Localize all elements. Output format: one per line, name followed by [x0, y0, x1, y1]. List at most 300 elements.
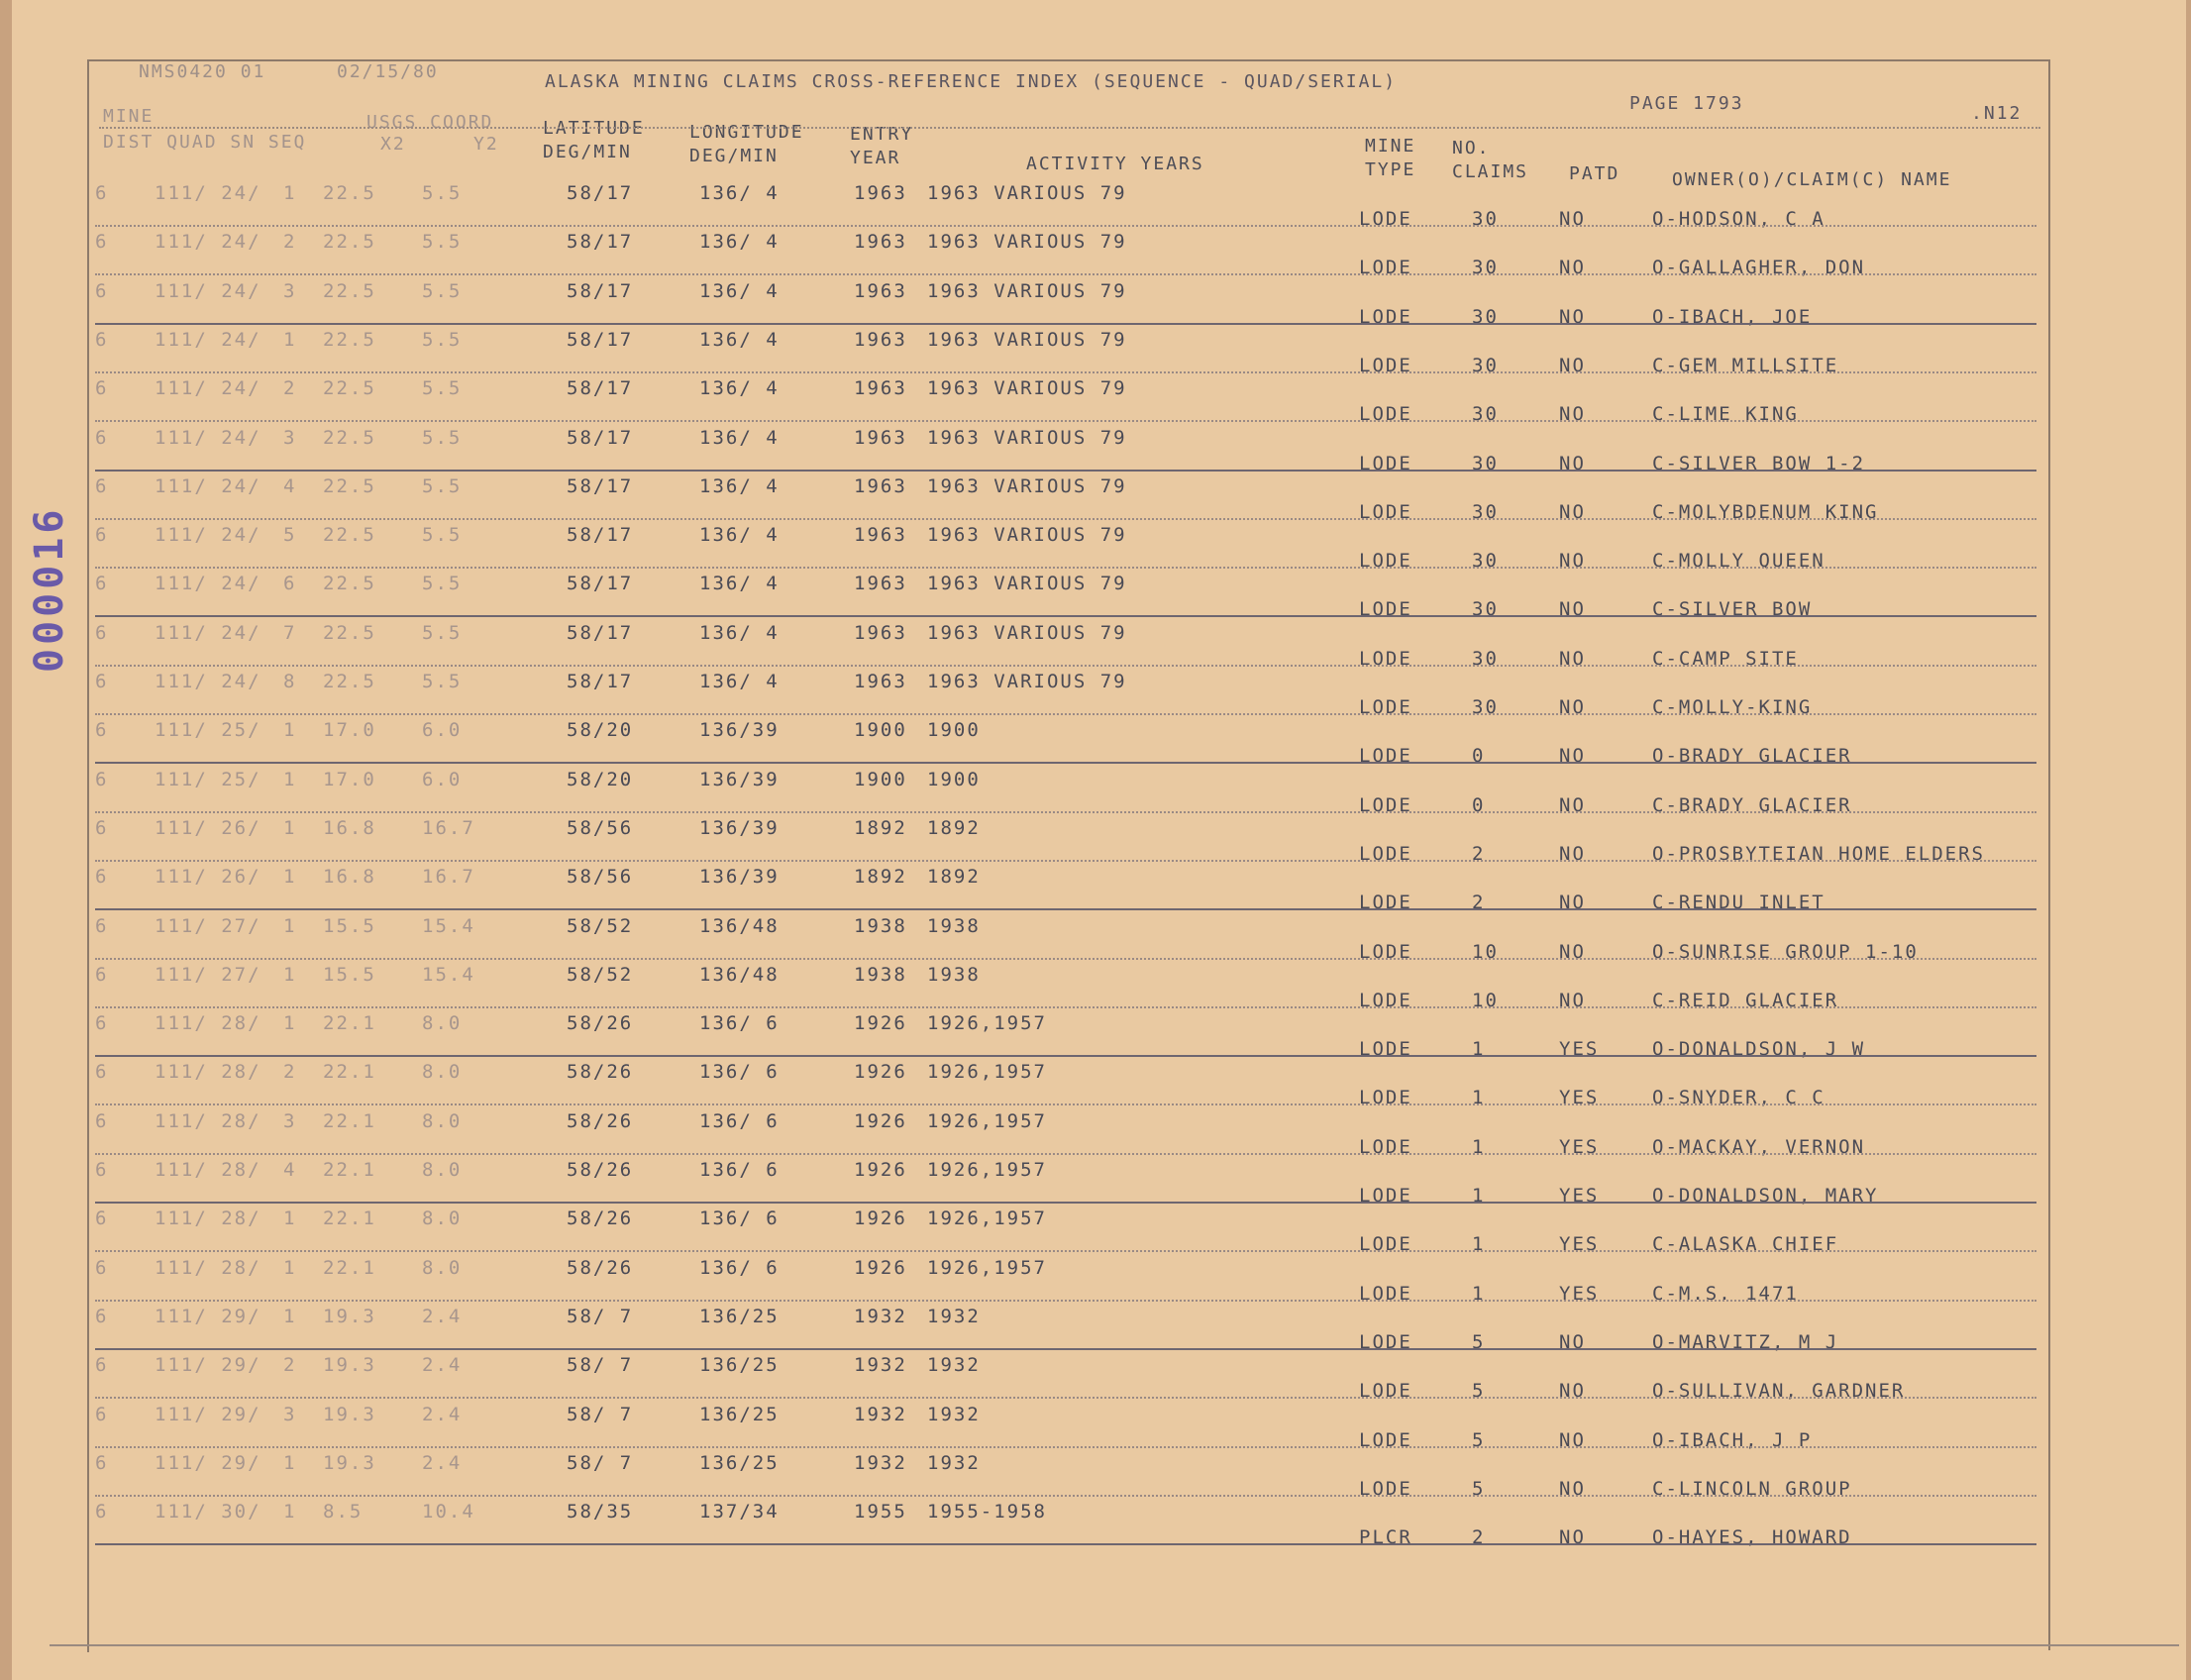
- cell-claims: 1: [1472, 1185, 1486, 1207]
- cell-entry: 1892: [854, 816, 907, 839]
- cell-lat: 58/17: [567, 524, 634, 547]
- cell-type: LODE: [1359, 1087, 1412, 1109]
- cell-patd: YES: [1559, 1135, 1600, 1158]
- cell-y: 5.5: [422, 377, 463, 400]
- cell-y: 8.0: [422, 1012, 463, 1035]
- cell-lon: 136/ 6: [699, 1256, 780, 1279]
- cell-y: 8.0: [422, 1256, 463, 1279]
- col-x2: X2: [380, 134, 406, 155]
- table-row: [95, 1497, 2036, 1549]
- cell-seq: 1: [283, 1501, 297, 1523]
- cell-entry: 1963: [854, 377, 907, 400]
- cell-entry: 1963: [854, 474, 907, 497]
- cell-lon: 136/ 4: [699, 671, 780, 692]
- cell-y: 8.0: [422, 1061, 463, 1084]
- cell-y: 8.0: [422, 1208, 463, 1230]
- cell-seq: 1: [283, 1012, 297, 1035]
- cell-activity: 1900: [927, 768, 981, 790]
- cell-y: 5.5: [422, 426, 463, 449]
- cell-lat: 58/ 7: [567, 1305, 634, 1327]
- cell-lat: 58/17: [567, 231, 634, 254]
- col-longitude: LONGITUDE DEG/MIN: [689, 122, 804, 166]
- cell-dist: 6: [95, 621, 109, 644]
- cell-name: C-M.S. 1471: [1652, 1282, 1799, 1305]
- cell-dist: 6: [95, 671, 109, 692]
- cell-quad: 111/ 25/: [155, 768, 261, 790]
- cell-patd: NO: [1559, 940, 1586, 963]
- cell-name: C-ALASKA CHIEF: [1652, 1233, 1839, 1256]
- cell-type: LODE: [1359, 1380, 1412, 1403]
- cell-seq: 4: [283, 474, 297, 497]
- cell-claims: 30: [1472, 452, 1499, 474]
- cell-dist: 6: [95, 524, 109, 547]
- cell-seq: 1: [283, 866, 297, 889]
- cell-activity: 1963 VARIOUS 79: [927, 231, 1127, 254]
- cell-name: O-HODSON, C A: [1652, 208, 1826, 230]
- cell-lon: 136/25: [699, 1354, 780, 1377]
- cell-name: O-MACKAY, VERNON: [1652, 1135, 1866, 1158]
- cell-entry: 1926: [854, 1208, 907, 1230]
- cell-entry: 1932: [854, 1403, 907, 1425]
- cell-lon: 136/39: [699, 719, 780, 742]
- page-bottom-line: [50, 1644, 2179, 1646]
- cell-activity: 1963 VARIOUS 79: [927, 328, 1127, 351]
- cell-entry: 1932: [854, 1354, 907, 1377]
- cell-claims: 30: [1472, 208, 1499, 230]
- cell-activity: 1926,1957: [927, 1256, 1047, 1279]
- cell-y: 10.4: [422, 1501, 475, 1523]
- cell-name: O-SNYDER, C C: [1652, 1087, 1826, 1109]
- cell-entry: 1926: [854, 1159, 907, 1181]
- cell-seq: 2: [283, 377, 297, 400]
- cell-seq: 6: [283, 573, 297, 595]
- cell-x: 17.0: [323, 719, 376, 742]
- table-row: [95, 765, 2036, 816]
- cell-seq: 2: [283, 231, 297, 254]
- cell-claims: 30: [1472, 305, 1499, 328]
- cell-activity: 1926,1957: [927, 1208, 1047, 1230]
- cell-x: 22.5: [323, 474, 376, 497]
- cell-y: 15.4: [422, 914, 475, 937]
- table-row: [95, 178, 2036, 230]
- cell-name: C-MOLYBDENUM KING: [1652, 500, 1879, 523]
- cell-claims: 30: [1472, 598, 1499, 621]
- cell-patd: NO: [1559, 989, 1586, 1011]
- cell-patd: NO: [1559, 403, 1586, 426]
- cell-dist: 6: [95, 816, 109, 839]
- cell-dist: 6: [95, 426, 109, 449]
- cell-lat: 58/52: [567, 963, 634, 986]
- cell-dist: 6: [95, 328, 109, 351]
- cell-claims: 10: [1472, 940, 1499, 963]
- cell-activity: 1963 VARIOUS 79: [927, 474, 1127, 497]
- cell-claims: 30: [1472, 500, 1499, 523]
- cell-dist: 6: [95, 1159, 109, 1181]
- cell-dist: 6: [95, 719, 109, 742]
- cell-seq: 1: [283, 768, 297, 790]
- cell-seq: 1: [283, 1256, 297, 1279]
- cell-patd: YES: [1559, 1038, 1600, 1061]
- col-dist-quad: DIST QUAD SN SEQ: [103, 132, 307, 153]
- cell-quad: 111/ 24/: [155, 426, 261, 449]
- cell-type: LODE: [1359, 793, 1412, 816]
- cell-activity: 1926,1957: [927, 1109, 1047, 1132]
- cell-claims: 30: [1472, 403, 1499, 426]
- cell-lat: 58/17: [567, 474, 634, 497]
- cell-x: 16.8: [323, 816, 376, 839]
- cell-x: 22.1: [323, 1012, 376, 1035]
- cell-patd: NO: [1559, 892, 1586, 914]
- cell-activity: 1892: [927, 866, 981, 889]
- cell-dist: 6: [95, 1109, 109, 1132]
- cell-lon: 136/25: [699, 1305, 780, 1327]
- frame-right-edge: [2048, 59, 2050, 1650]
- cell-lon: 136/ 4: [699, 279, 780, 302]
- cell-lon: 136/39: [699, 866, 780, 889]
- cell-x: 22.1: [323, 1159, 376, 1181]
- cell-type: PLCR: [1359, 1526, 1412, 1549]
- cell-seq: 1: [283, 963, 297, 986]
- cell-activity: 1938: [927, 963, 981, 986]
- cell-x: 16.8: [323, 866, 376, 889]
- cell-lat: 58/17: [567, 671, 634, 692]
- cell-lon: 136/ 4: [699, 474, 780, 497]
- cell-name: O-SUNRISE GROUP 1-10: [1652, 940, 1919, 963]
- cell-claims: 1: [1472, 1135, 1486, 1158]
- cell-patd: NO: [1559, 354, 1586, 376]
- table-row: [95, 1155, 2036, 1207]
- page-number: PAGE 1793: [1629, 93, 1744, 114]
- cell-lon: 136/48: [699, 963, 780, 986]
- cell-patd: YES: [1559, 1185, 1600, 1207]
- cell-type: LODE: [1359, 696, 1412, 718]
- table-row: [95, 520, 2036, 573]
- cell-patd: NO: [1559, 745, 1586, 768]
- cell-quad: 111/ 28/: [155, 1012, 261, 1035]
- cell-dist: 6: [95, 474, 109, 497]
- cell-x: 22.1: [323, 1061, 376, 1084]
- cell-quad: 111/ 24/: [155, 182, 261, 204]
- cell-lat: 58/17: [567, 182, 634, 204]
- cell-entry: 1892: [854, 866, 907, 889]
- cell-activity: 1938: [927, 914, 981, 937]
- cell-quad: 111/ 28/: [155, 1159, 261, 1181]
- cell-x: 15.5: [323, 963, 376, 986]
- cell-patd: YES: [1559, 1282, 1600, 1305]
- cell-claims: 5: [1472, 1330, 1486, 1353]
- report-date: 02/15/80: [337, 61, 439, 82]
- cell-type: LODE: [1359, 1330, 1412, 1353]
- cell-claims: 2: [1472, 842, 1486, 865]
- table-row: [95, 1057, 2036, 1109]
- cell-lat: 58/20: [567, 768, 634, 790]
- cell-patd: NO: [1559, 550, 1586, 573]
- cell-lon: 136/ 4: [699, 621, 780, 644]
- cell-seq: 3: [283, 1403, 297, 1425]
- cell-x: 22.5: [323, 621, 376, 644]
- cell-seq: 7: [283, 621, 297, 644]
- cell-type: LODE: [1359, 1135, 1412, 1158]
- cell-dist: 6: [95, 914, 109, 937]
- cell-lat: 58/17: [567, 328, 634, 351]
- cell-lat: 58/56: [567, 866, 634, 889]
- cell-claims: 5: [1472, 1380, 1486, 1403]
- cell-x: 22.1: [323, 1109, 376, 1132]
- table-row: [95, 618, 2036, 670]
- cell-seq: 3: [283, 279, 297, 302]
- cell-type: LODE: [1359, 403, 1412, 426]
- cell-dist: 6: [95, 377, 109, 400]
- cell-entry: 1926: [854, 1256, 907, 1279]
- cell-type: LODE: [1359, 745, 1412, 768]
- cell-entry: 1963: [854, 279, 907, 302]
- col-entry-year: ENTRY YEAR: [850, 124, 914, 168]
- cell-activity: 1932: [927, 1305, 981, 1327]
- cell-lon: 136/25: [699, 1451, 780, 1474]
- cell-y: 5.5: [422, 573, 463, 595]
- table-row: [95, 373, 2036, 426]
- cell-lat: 58/56: [567, 816, 634, 839]
- cell-seq: 2: [283, 1061, 297, 1084]
- cell-x: 22.5: [323, 524, 376, 547]
- cell-claims: 30: [1472, 550, 1499, 573]
- cell-seq: 1: [283, 816, 297, 839]
- cell-seq: 1: [283, 914, 297, 937]
- cell-dist: 6: [95, 182, 109, 204]
- cell-y: 8.0: [422, 1109, 463, 1132]
- cell-type: LODE: [1359, 452, 1412, 474]
- cell-claims: 30: [1472, 696, 1499, 718]
- row-separator: [95, 1543, 2036, 1545]
- cell-claims: 1: [1472, 1233, 1486, 1256]
- cell-entry: 1963: [854, 621, 907, 644]
- cell-y: 5.5: [422, 182, 463, 204]
- cell-y: 5.5: [422, 621, 463, 644]
- cell-patd: NO: [1559, 208, 1586, 230]
- cell-claims: 1: [1472, 1038, 1486, 1061]
- cell-y: 5.5: [422, 671, 463, 692]
- cell-entry: 1955: [854, 1501, 907, 1523]
- table-row: [95, 276, 2036, 328]
- header-divider: [99, 127, 2040, 129]
- cell-lon: 136/48: [699, 914, 780, 937]
- cell-name: C-LINCOLN GROUP: [1652, 1477, 1852, 1500]
- cell-lat: 58/17: [567, 279, 634, 302]
- cell-type: LODE: [1359, 500, 1412, 523]
- cell-patd: NO: [1559, 1330, 1586, 1353]
- cell-dist: 6: [95, 1256, 109, 1279]
- cell-name: O-IBACH, J P: [1652, 1428, 1813, 1451]
- cell-seq: 1: [283, 1305, 297, 1327]
- cell-dist: 6: [95, 231, 109, 254]
- cell-lon: 136/ 4: [699, 426, 780, 449]
- cell-x: 19.3: [323, 1451, 376, 1474]
- table-row: [95, 472, 2036, 523]
- report-title: ALASKA MINING CLAIMS CROSS-REFERENCE INDEX (SEQUENCE - QUAD/SERIAL): [545, 71, 1398, 92]
- cell-dist: 6: [95, 279, 109, 302]
- cell-type: LODE: [1359, 257, 1412, 279]
- cell-dist: 6: [95, 1061, 109, 1084]
- cell-name: C-REID GLACIER: [1652, 989, 1839, 1011]
- cell-x: 22.5: [323, 328, 376, 351]
- cell-x: 17.0: [323, 768, 376, 790]
- cell-claims: 30: [1472, 354, 1499, 376]
- cell-seq: 3: [283, 1109, 297, 1132]
- table-row: [95, 1400, 2036, 1451]
- cell-y: 8.0: [422, 1159, 463, 1181]
- cell-claims: 0: [1472, 793, 1486, 816]
- cell-seq: 1: [283, 719, 297, 742]
- cell-lon: 137/34: [699, 1501, 780, 1523]
- table-row: [95, 1448, 2036, 1500]
- cell-seq: 8: [283, 671, 297, 692]
- cell-y: 5.5: [422, 524, 463, 547]
- cell-seq: 1: [283, 328, 297, 351]
- cell-type: LODE: [1359, 598, 1412, 621]
- cell-x: 22.5: [323, 573, 376, 595]
- cell-activity: 1963 VARIOUS 79: [927, 182, 1127, 204]
- cell-entry: 1926: [854, 1109, 907, 1132]
- cell-name: O-IBACH, JOE: [1652, 305, 1813, 328]
- cell-name: C-MOLLY QUEEN: [1652, 550, 1826, 573]
- cell-y: 2.4: [422, 1451, 463, 1474]
- cell-lat: 58/17: [567, 377, 634, 400]
- cell-quad: 111/ 24/: [155, 671, 261, 692]
- cell-name: O-DONALDSON, J W: [1652, 1038, 1866, 1061]
- cell-name: O-MARVITZ, M J: [1652, 1330, 1839, 1353]
- cell-name: C-RENDU INLET: [1652, 892, 1826, 914]
- table-row: [95, 227, 2036, 279]
- cell-type: LODE: [1359, 647, 1412, 670]
- cell-entry: 1938: [854, 914, 907, 937]
- cell-dist: 6: [95, 1305, 109, 1327]
- cell-dist: 6: [95, 1208, 109, 1230]
- cell-y: 16.7: [422, 816, 475, 839]
- cell-quad: 111/ 26/: [155, 816, 261, 839]
- cell-activity: 1926,1957: [927, 1159, 1047, 1181]
- cell-patd: NO: [1559, 1380, 1586, 1403]
- cell-lat: 58/52: [567, 914, 634, 937]
- col-latitude: LATITUDE DEG/MIN: [543, 118, 645, 162]
- cell-claims: 2: [1472, 892, 1486, 914]
- cell-entry: 1963: [854, 231, 907, 254]
- cell-name: C-MOLLY-KING: [1652, 696, 1813, 718]
- cell-lat: 58/26: [567, 1109, 634, 1132]
- col-usgs-coord: USGS COORD: [366, 112, 494, 133]
- cell-activity: 1963 VARIOUS 79: [927, 621, 1127, 644]
- cell-claims: 5: [1472, 1477, 1486, 1500]
- cell-type: LODE: [1359, 1038, 1412, 1061]
- page-code: .N12: [1971, 103, 2023, 124]
- cell-y: 2.4: [422, 1403, 463, 1425]
- serial-stamp: 000016: [27, 505, 72, 674]
- cell-name: C-GEM MILLSITE: [1652, 354, 1839, 376]
- cell-x: 22.1: [323, 1256, 376, 1279]
- col-owner-claim-name: OWNER(O)/CLAIM(C) NAME: [1672, 169, 1952, 190]
- table-row: [95, 911, 2036, 963]
- cell-activity: 1963 VARIOUS 79: [927, 573, 1127, 595]
- cell-activity: 1963 VARIOUS 79: [927, 377, 1127, 400]
- cell-patd: NO: [1559, 452, 1586, 474]
- cell-lat: 58/35: [567, 1501, 634, 1523]
- cell-quad: 111/ 24/: [155, 524, 261, 547]
- cell-type: LODE: [1359, 1477, 1412, 1500]
- cell-type: LODE: [1359, 842, 1412, 865]
- cell-lat: 58/26: [567, 1256, 634, 1279]
- col-no-claims: NO. CLAIMS: [1452, 138, 1529, 182]
- cell-lon: 136/ 4: [699, 377, 780, 400]
- cell-lon: 136/ 4: [699, 524, 780, 547]
- cell-x: 22.5: [323, 279, 376, 302]
- cell-type: LODE: [1359, 1428, 1412, 1451]
- cell-quad: 111/ 26/: [155, 866, 261, 889]
- cell-quad: 111/ 24/: [155, 377, 261, 400]
- cell-y: 2.4: [422, 1354, 463, 1377]
- cell-dist: 6: [95, 1403, 109, 1425]
- cell-seq: 1: [283, 182, 297, 204]
- cell-activity: 1932: [927, 1354, 981, 1377]
- cell-dist: 6: [95, 1354, 109, 1377]
- cell-y: 2.4: [422, 1305, 463, 1327]
- cell-claims: 1: [1472, 1282, 1486, 1305]
- cell-x: 22.5: [323, 182, 376, 204]
- cell-quad: 111/ 29/: [155, 1451, 261, 1474]
- cell-activity: 1932: [927, 1403, 981, 1425]
- cell-x: 8.5: [323, 1501, 364, 1523]
- cell-entry: 1963: [854, 573, 907, 595]
- cell-activity: 1932: [927, 1451, 981, 1474]
- cell-seq: 1: [283, 1451, 297, 1474]
- cell-seq: 5: [283, 524, 297, 547]
- table-row: [95, 1302, 2036, 1353]
- cell-type: LODE: [1359, 989, 1412, 1011]
- cell-quad: 111/ 27/: [155, 963, 261, 986]
- cell-name: C-LIME KING: [1652, 403, 1799, 426]
- col-mine-type: MINE TYPE: [1365, 136, 1416, 180]
- cell-y: 5.5: [422, 231, 463, 254]
- cell-type: LODE: [1359, 1185, 1412, 1207]
- col-activity-years: ACTIVITY YEARS: [1026, 154, 1204, 174]
- cell-activity: 1900: [927, 719, 981, 742]
- table-row: [95, 1350, 2036, 1403]
- cell-activity: 1955-1958: [927, 1501, 1047, 1523]
- cell-quad: 111/ 24/: [155, 231, 261, 254]
- cell-x: 22.1: [323, 1208, 376, 1230]
- cell-entry: 1963: [854, 524, 907, 547]
- cell-lon: 136/ 4: [699, 328, 780, 351]
- cell-lon: 136/ 4: [699, 231, 780, 254]
- cell-entry: 1900: [854, 768, 907, 790]
- cell-lon: 136/ 4: [699, 182, 780, 204]
- cell-quad: 111/ 28/: [155, 1061, 261, 1084]
- cell-type: LODE: [1359, 892, 1412, 914]
- cell-type: LODE: [1359, 354, 1412, 376]
- cell-lon: 136/ 6: [699, 1109, 780, 1132]
- cell-patd: NO: [1559, 696, 1586, 718]
- cell-lat: 58/17: [567, 426, 634, 449]
- cell-quad: 111/ 28/: [155, 1208, 261, 1230]
- cell-lon: 136/39: [699, 816, 780, 839]
- cell-y: 15.4: [422, 963, 475, 986]
- cell-type: LODE: [1359, 550, 1412, 573]
- cell-y: 16.7: [422, 866, 475, 889]
- cell-claims: 10: [1472, 989, 1499, 1011]
- cell-x: 22.5: [323, 426, 376, 449]
- cell-name: C-SILVER BOW: [1652, 598, 1813, 621]
- table-row: [95, 423, 2036, 472]
- cell-quad: 111/ 29/: [155, 1305, 261, 1327]
- cell-activity: 1892: [927, 816, 981, 839]
